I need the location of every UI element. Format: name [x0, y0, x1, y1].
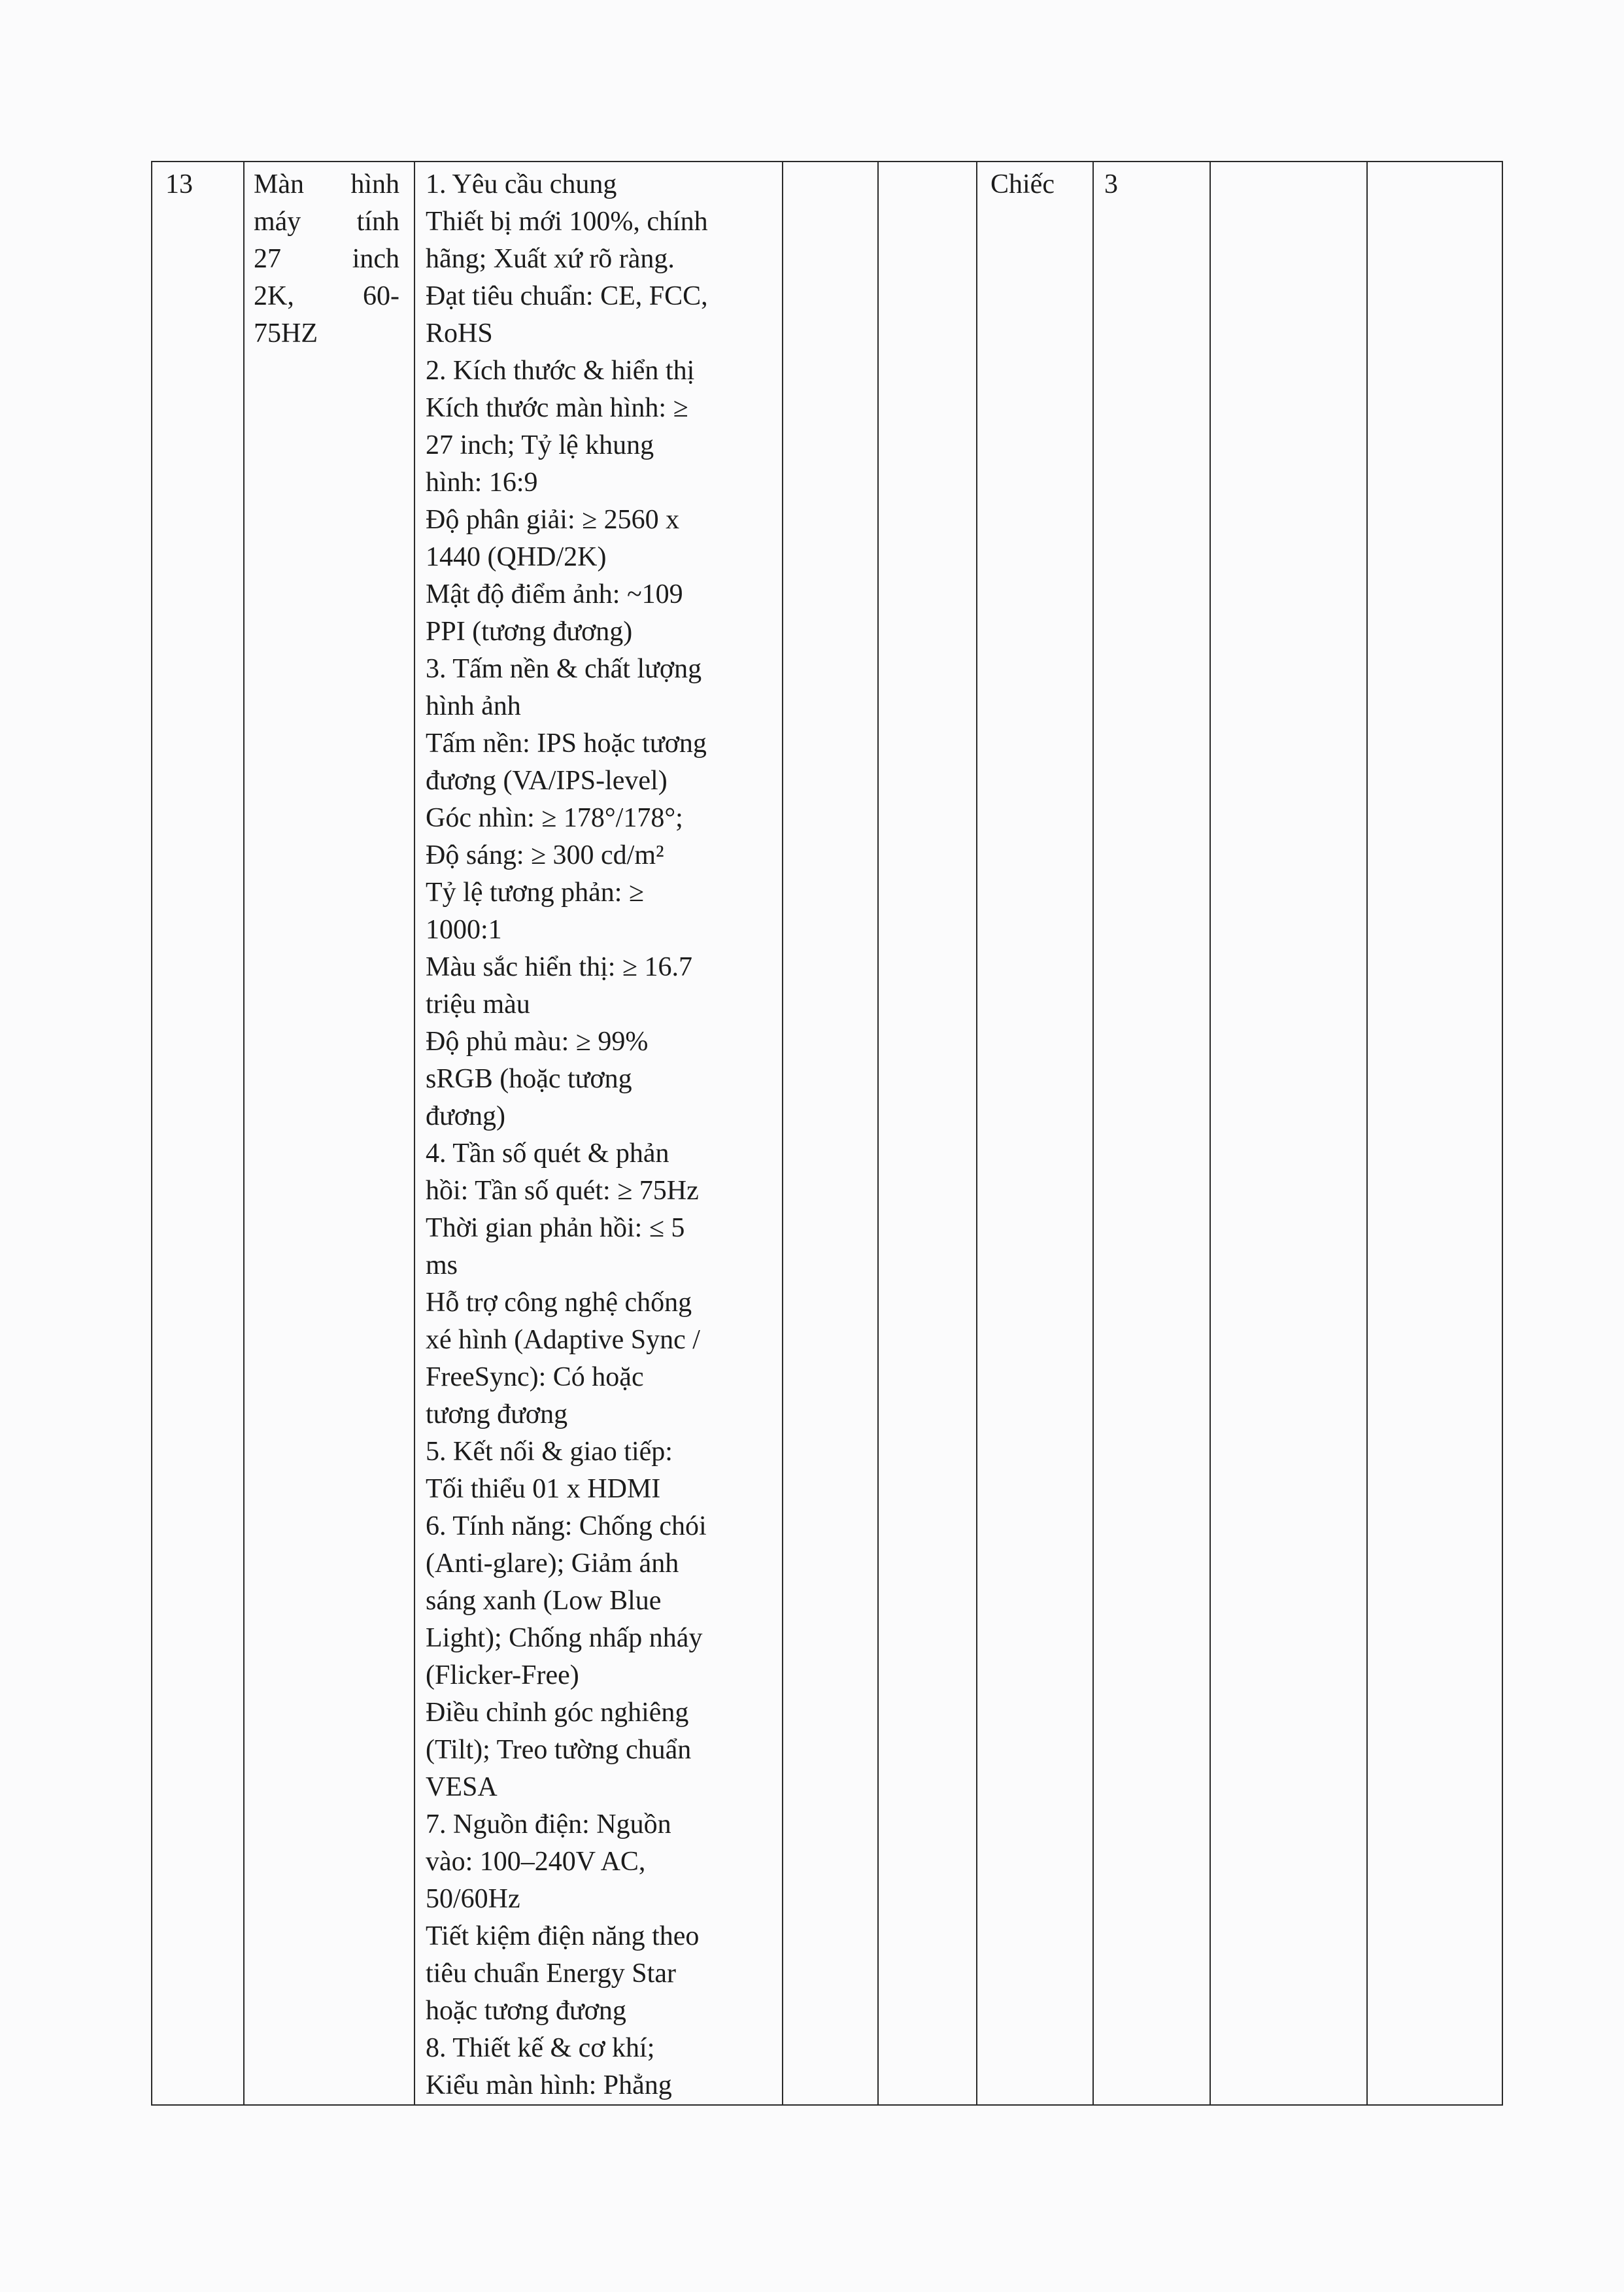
specification-line: hình ảnh [426, 691, 521, 721]
specification-line: Hỗ trợ công nghệ chống [426, 1288, 692, 1318]
specification-line: Đạt tiêu chuẩn: CE, FCC, [426, 281, 708, 311]
specification-line: đương (VA/IPS-level) [426, 766, 668, 796]
specification-line: Tối thiểu 01 x HDMI [426, 1474, 661, 1504]
specification-line: PPI (tương đương) [426, 617, 633, 647]
specification-line: xé hình (Adaptive Sync / [426, 1325, 700, 1355]
item-name-line: Màn hình [254, 169, 399, 199]
row-number: 13 [165, 169, 193, 199]
specification-line: RoHS [426, 318, 493, 349]
specification-line: đương) [426, 1101, 505, 1131]
unit-value: Chiếc [990, 169, 1055, 199]
specification-line: ms [426, 1250, 458, 1280]
specification-line: Kiểu màn hình: Phẳng [426, 2070, 672, 2100]
specification-line: Tiết kiệm điện năng theo [426, 1921, 700, 1951]
specification-line: Góc nhìn: ≥ 178°/178°; [426, 803, 683, 833]
unit-cell [977, 162, 1093, 2105]
specification-line: Kích thước màn hình: ≥ [426, 393, 688, 423]
specification-line: sRGB (hoặc tương [426, 1064, 632, 1094]
specification-table [151, 161, 1503, 2106]
table-row [152, 162, 1502, 2105]
empty-cell [1367, 162, 1502, 2105]
specification-line: 7. Nguồn điện: Nguồn [426, 1809, 671, 1839]
specification-line: FreeSync): Có hoặc [426, 1362, 644, 1392]
specification-line: 1440 (QHD/2K) [426, 542, 607, 572]
empty-cell [1210, 162, 1367, 2105]
specification-line: Độ phủ màu: ≥ 99% [426, 1027, 649, 1057]
specification-line: hãng; Xuất xứ rõ ràng. [426, 244, 675, 274]
item-name-line: 2K, 60- [254, 281, 399, 311]
specification-line: (Anti-glare); Giảm ánh [426, 1548, 679, 1579]
specification-line: Độ sáng: ≥ 300 cd/m² [426, 840, 664, 870]
specification-line: hình: 16:9 [426, 468, 538, 498]
specification-line: Tỷ lệ tương phản: ≥ [426, 878, 644, 908]
empty-cell [783, 162, 878, 2105]
specification-line: VESA [426, 1772, 498, 1802]
specification-line: 4. Tần số quét & phản [426, 1138, 669, 1169]
specification-line: 1000:1 [426, 915, 502, 945]
specification-line: tương đương [426, 1399, 568, 1429]
specification-line: hoặc tương đương [426, 1996, 626, 2026]
specification-line: vào: 100–240V AC, [426, 1847, 646, 1877]
specification-line: 6. Tính năng: Chống chói [426, 1511, 707, 1541]
specification-line: 5. Kết nối & giao tiếp: [426, 1437, 673, 1467]
specification-line: sáng xanh (Low Blue [426, 1586, 662, 1616]
specification-line: Màu sắc hiển thị: ≥ 16.7 [426, 952, 692, 982]
specification-line: Mật độ điểm ảnh: ~109 [426, 579, 683, 609]
quantity-value: 3 [1104, 169, 1118, 199]
empty-cell [878, 162, 977, 2105]
specification-line: Tấm nền: IPS hoặc tương [426, 728, 707, 759]
item-name-line: 27 inch [254, 244, 399, 274]
specification-line: 27 inch; Tỷ lệ khung [426, 430, 654, 460]
specification-line: Độ phân giải: ≥ 2560 x [426, 505, 680, 535]
specification-line: 3. Tấm nền & chất lượng [426, 654, 702, 684]
specification-line: 1. Yêu cầu chung [426, 169, 617, 199]
item-name-line: máy tính [254, 207, 399, 237]
specification-line: Thời gian phản hồi: ≤ 5 [426, 1213, 685, 1243]
specification-line: 2. Kích thước & hiển thị [426, 356, 695, 386]
specification-line: 8. Thiết kế & cơ khí; [426, 2033, 655, 2063]
specification-line: (Tilt); Treo tường chuẩn [426, 1735, 692, 1765]
specification-line: (Flicker-Free) [426, 1660, 579, 1690]
specification-line: Thiết bị mới 100%, chính [426, 207, 708, 237]
row-number-cell [152, 162, 244, 2105]
specification-line: triệu màu [426, 989, 530, 1019]
specification-line: 50/60Hz [426, 1884, 520, 1914]
specification-line: hồi: Tần số quét: ≥ 75Hz [426, 1176, 699, 1206]
quantity-cell [1093, 162, 1210, 2105]
specification-line: tiêu chuẩn Energy Star [426, 1958, 676, 1989]
specification-cell [414, 162, 783, 2105]
item-name-cell [244, 162, 414, 2105]
specification-line: Điều chỉnh góc nghiêng [426, 1698, 689, 1728]
specification-line: Light); Chống nhấp nháy [426, 1623, 703, 1653]
item-name-line: 75HZ [254, 318, 318, 349]
